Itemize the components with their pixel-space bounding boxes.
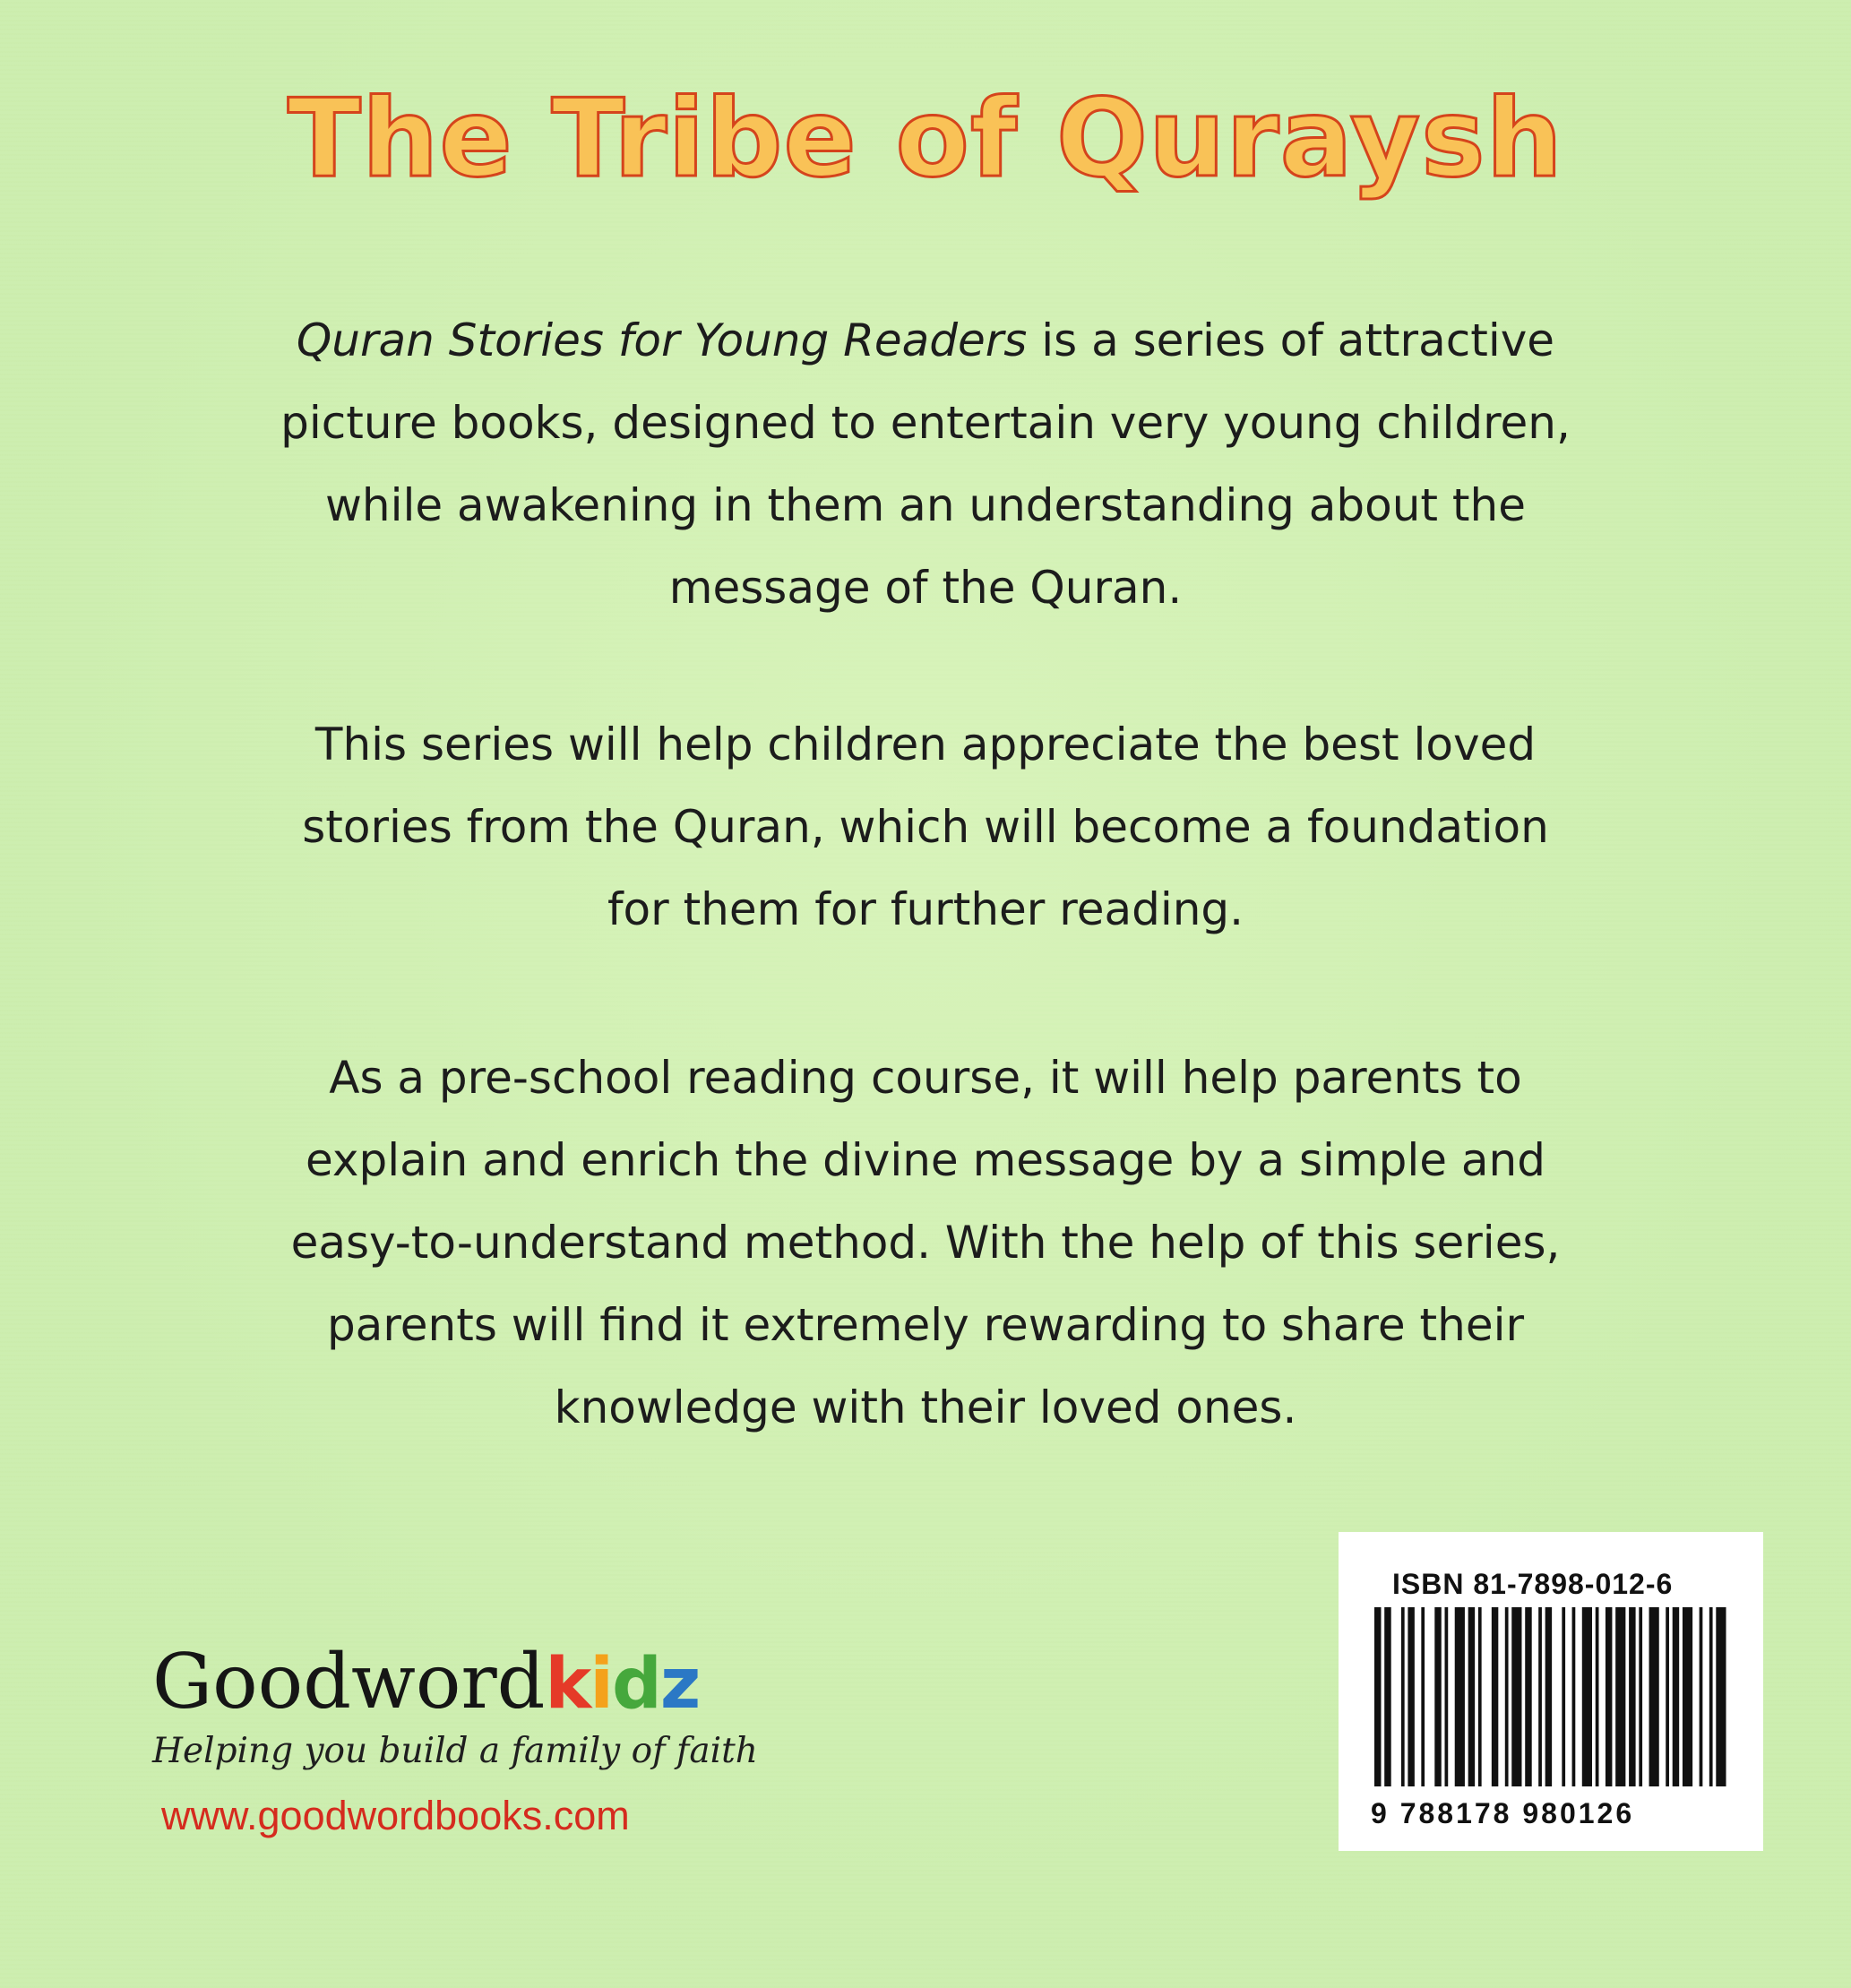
ean-first-digit: 9 bbox=[1371, 1797, 1390, 1829]
barcode-bar bbox=[1683, 1607, 1692, 1786]
barcode-bar bbox=[1649, 1607, 1659, 1786]
barcode-bar bbox=[1639, 1607, 1642, 1786]
ean-right-group: 980126 bbox=[1522, 1797, 1635, 1829]
ean-left-group: 788178 bbox=[1399, 1797, 1512, 1829]
barcode-bar bbox=[1629, 1607, 1635, 1786]
publisher-logo bbox=[152, 1638, 758, 1787]
barcode-bar bbox=[1709, 1607, 1713, 1786]
barcode-bar bbox=[1700, 1607, 1703, 1786]
barcode-bar bbox=[1478, 1607, 1482, 1786]
barcode-bar bbox=[1606, 1607, 1612, 1786]
barcode-bar bbox=[1562, 1607, 1565, 1786]
barcode-bar bbox=[1421, 1607, 1425, 1786]
publisher-name: Goodword bbox=[152, 1638, 546, 1726]
kidz-wordmark bbox=[545, 1644, 699, 1725]
barcode-bar bbox=[1408, 1607, 1414, 1786]
barcode-bar bbox=[1384, 1607, 1390, 1786]
barcode-bar bbox=[1572, 1607, 1576, 1786]
kidz-letter-d: d bbox=[612, 1644, 660, 1725]
barcode-bar bbox=[1445, 1607, 1449, 1786]
barcode-label bbox=[1339, 1532, 1763, 1851]
ean-digits bbox=[1371, 1799, 1634, 1828]
barcode-bar bbox=[1666, 1607, 1669, 1786]
barcode-bar bbox=[1505, 1607, 1509, 1786]
barcode-bar bbox=[1434, 1607, 1441, 1786]
publisher-tagline: Helping you build a family of faith bbox=[152, 1731, 758, 1771]
publisher-wordmark bbox=[152, 1638, 700, 1726]
barcode-bar bbox=[1492, 1607, 1498, 1786]
description-paragraph-2: This series will help children appreciate the best loved stories from the Quran, which will become a foundation for them for further reading. bbox=[302, 719, 1549, 935]
kidz-letter-i: i bbox=[590, 1644, 613, 1725]
barcode-bar bbox=[1511, 1607, 1521, 1786]
description-paragraph-3: As a pre-school reading course, it will help parents to explain and enrich the divine message by a simple and easy-to-understand method. With the help of this series, parents will find it extremely rewarding to share their knowledge with their loved ones. bbox=[290, 1052, 1561, 1433]
publisher-website-link[interactable]: www.goodwordbooks.com bbox=[161, 1793, 630, 1838]
barcode-bar bbox=[1525, 1607, 1531, 1786]
barcode-icon bbox=[1374, 1607, 1733, 1786]
barcode-bar bbox=[1596, 1607, 1599, 1786]
barcode-bar bbox=[1455, 1607, 1465, 1786]
barcode-bar bbox=[1538, 1607, 1542, 1786]
barcode-bar bbox=[1545, 1607, 1552, 1786]
barcode-bar bbox=[1582, 1607, 1592, 1786]
kidz-letter-z: z bbox=[659, 1644, 700, 1725]
barcode-bar bbox=[1468, 1607, 1475, 1786]
barcode-bar bbox=[1374, 1607, 1381, 1786]
barcode-bar bbox=[1673, 1607, 1679, 1786]
isbn-number: ISBN 81-7898-012-6 bbox=[1392, 1568, 1674, 1600]
series-name: Quran Stories for Young Readers bbox=[296, 314, 1028, 366]
description-paragraph-1 bbox=[269, 299, 1582, 629]
barcode-bar bbox=[1716, 1607, 1726, 1786]
barcode-bar bbox=[1615, 1607, 1625, 1786]
description-paragraph-1-text: is a series of attractive picture books, designed to entertain very young children, while awakening in them an understanding about the message of the Quran. bbox=[280, 314, 1571, 614]
barcode-bar bbox=[1401, 1607, 1405, 1786]
kidz-letter-k: k bbox=[545, 1644, 590, 1725]
book-title: The Tribe of Quraysh bbox=[288, 77, 1563, 202]
